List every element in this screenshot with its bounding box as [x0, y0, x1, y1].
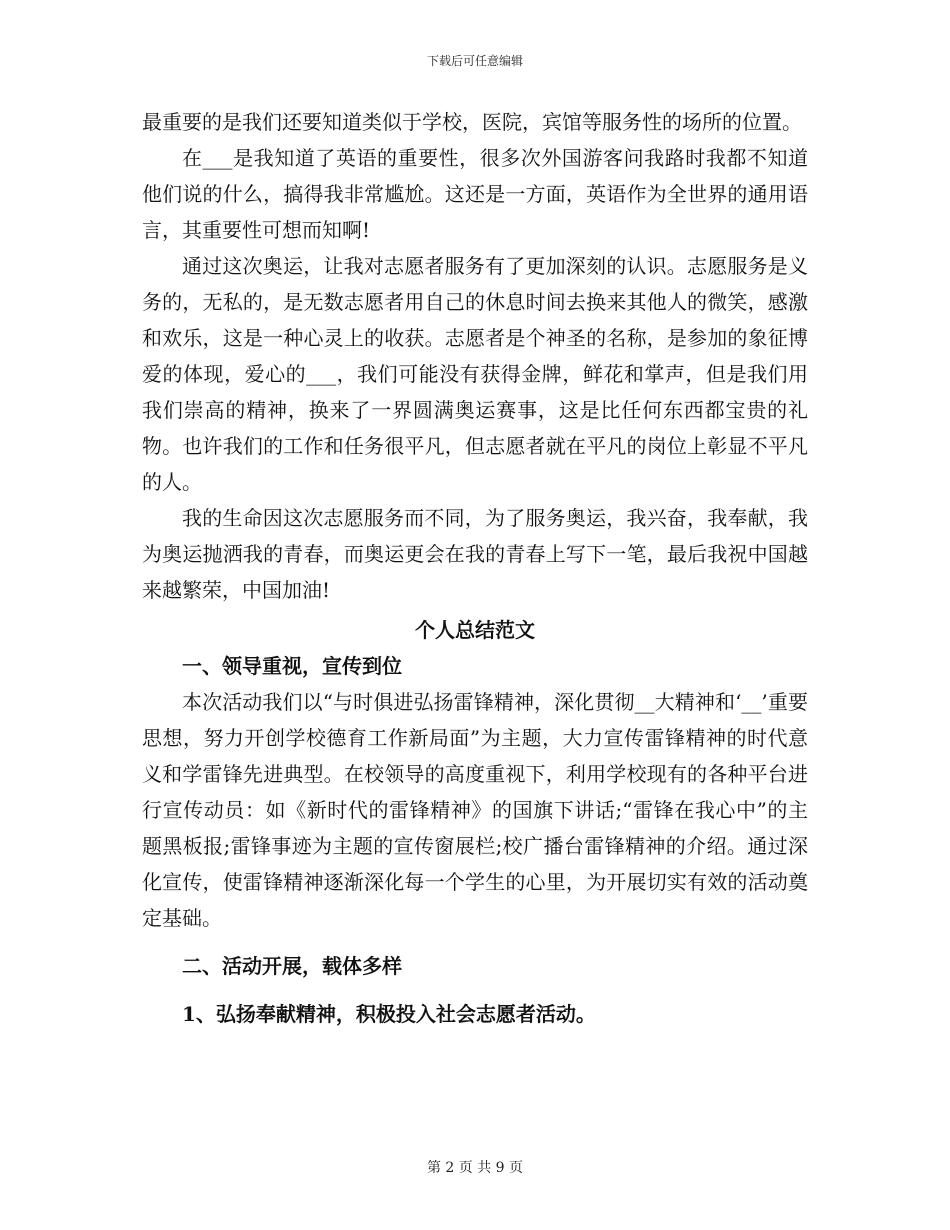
page-footer: 第 2 页 共 9 页	[426, 1160, 524, 1176]
paragraph-1: 最重要的是我们还要知道类似于学校，医院，宾馆等服务性的场所的位置。	[142, 110, 802, 134]
paragraph-4: 我的生命因这次志愿服务而不同，为了服务奥运，我兴奋，我奉献，我为奥运抛洒我的青春，而奥运更会在我的青春上写下一笔，最后我祝中国越来越繁荣，中国加油!	[142, 506, 808, 602]
page-header: 下载后可任意编辑	[426, 54, 523, 68]
heading-2: 二、活动开展，载体多样	[182, 954, 402, 978]
paragraph-2: 在___是我知道了英语的重要性，很多次外国游客问我路时我都不知道他们说的什么，搞得我非常尴尬。这还是一方面，英语作为全世界的通用语言，其重要性可想而知啊!	[142, 146, 808, 242]
section-title: 个人总结范文	[415, 618, 535, 642]
paragraph-5: 本次活动我们以“与时俱进弘扬雷锋精神，深化贯彻__大精神和‘__’重要思想，努力开创学校德育工作新局面”为主题，大力宣传雷锋精神的时代意义和学雷锋先进典型。在校领导的高度重视下，利用学校现有的各种平台进行宣传动员：如《新时代的雷锋精神》的国旗下讲话;“雷锋在我心中”的主题黑板报;雷锋事迹为主题的宣传窗展栏;校广播台雷锋精神的介绍。通过深化宣传，使雷锋精神逐渐深化每一个学生的心里，为开展切实有效的活动奠定基础。	[142, 690, 808, 930]
heading-1: 一、领导重视，宣传到位	[182, 654, 402, 678]
document-body	[142, 104, 808, 1032]
paragraph-3: 通过这次奥运，让我对志愿者服务有了更加深刻的认识。志愿服务是义务的，无私的，是无数志愿者用自己的休息时间去换来其他人的微笑，感激和欢乐，这是一种心灵上的收获。志愿者是个神圣的名称，是参加的象征博爱的体现，爱心的___，我们可能没有获得金牌，鲜花和掌声，但是我们用我们崇高的精神，换来了一界圆满奥运赛事，这是比任何东西都宝贵的礼物。也许我们的工作和任务很平凡，但志愿者就在平凡的岗位上彰显不平凡的人。	[142, 254, 808, 494]
heading-3: 1、弘扬奉献精神，积极投入社会志愿者活动。	[182, 1002, 596, 1026]
